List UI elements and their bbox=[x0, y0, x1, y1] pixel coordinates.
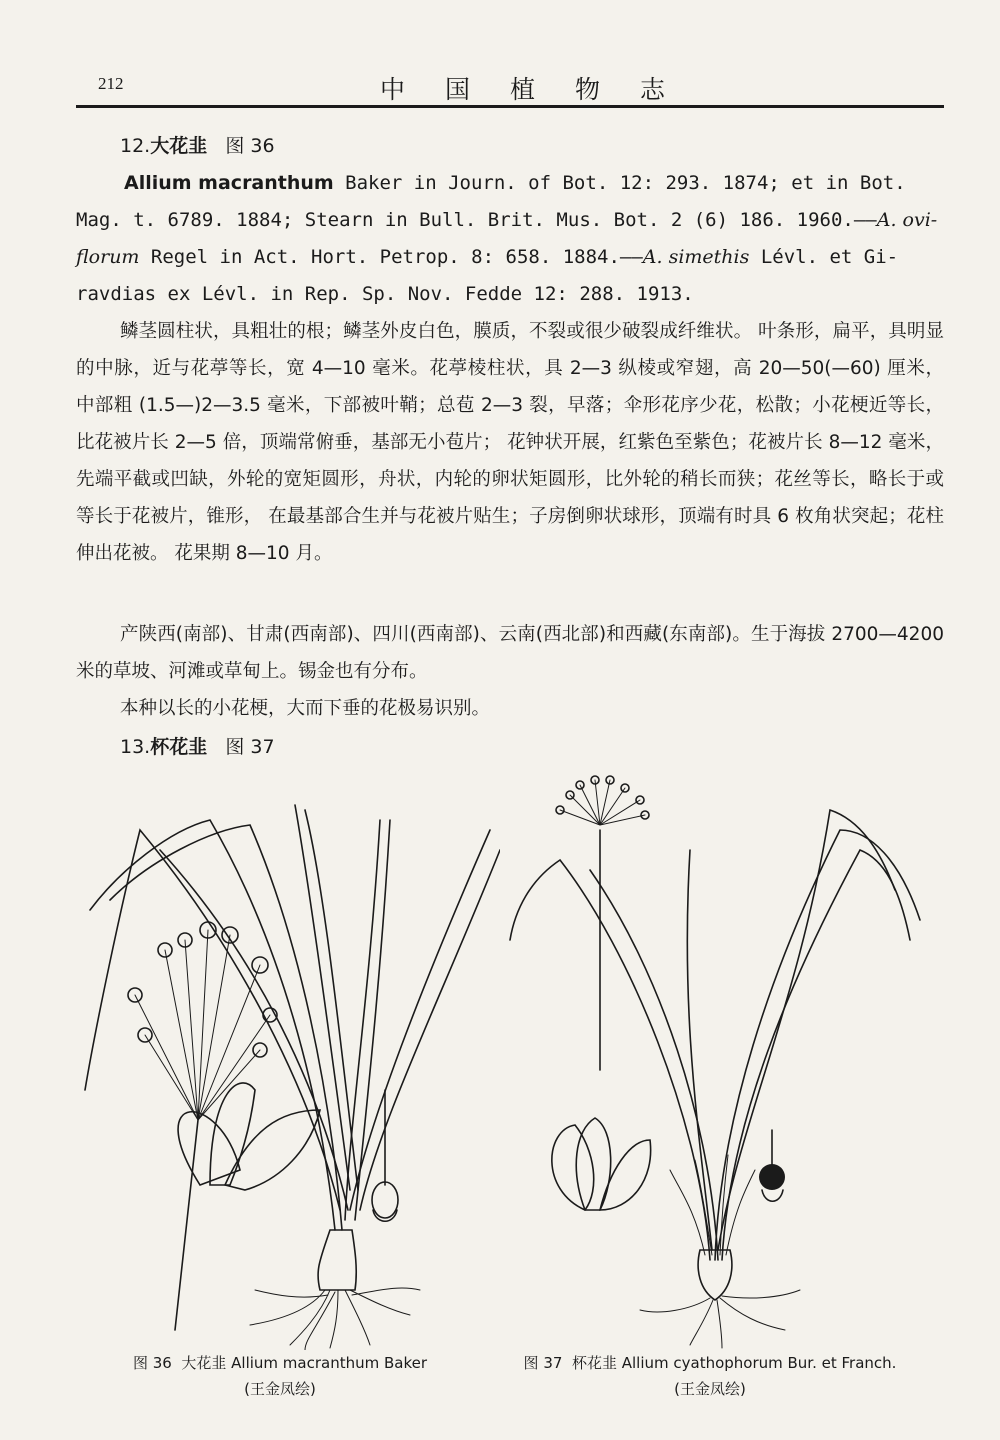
figure-37-illustrator: (王金凤绘) bbox=[674, 1380, 746, 1398]
species-12-note: 本种以长的小花梗，大而下垂的花极易识别。 bbox=[120, 698, 491, 719]
species-13-number: 13. bbox=[120, 736, 151, 758]
leaf bbox=[590, 870, 718, 1260]
species-13-name: 杯花韭 bbox=[150, 736, 208, 758]
synonym-florum-italic: florum bbox=[76, 246, 140, 268]
synonymy-line-1 bbox=[76, 165, 944, 202]
synonym-simethis-italic: A. simethis bbox=[642, 246, 750, 268]
species-12-synonymy bbox=[76, 165, 944, 313]
figure-37-illustration bbox=[500, 770, 940, 1350]
figure-37-caption-text: 杯花韭 Allium cyathophorum Bur. et Franch. bbox=[571, 1354, 897, 1372]
figure-36-illustrator: (王金凤绘) bbox=[244, 1380, 316, 1398]
synonym-ovi-italic: A. ovi- bbox=[876, 209, 938, 231]
species-12-description: 鳞茎圆柱状，具粗壮的根；鳞茎外皮白色，膜质，不裂或很少破裂成纤维状。 叶条形，扁平，具明显的中脉，近与花葶等长，宽 4—10 毫米。花葶棱柱状，具 2—3 纵棱或窄翅，高 20—50(—60) 厘米， 中部粗 (1.5—)2—3.5 毫米，下部被叶鞘；总苞 2—3 裂，早落；伞形花序少花，松散；小花梗近等长，比花被片长 2—5 倍，顶端常俯垂，基部无小苞片； 花钟状开展，红紫色至紫色；花被片长 8—12 毫米，先端平截或凹缺，外轮的宽矩圆形，舟状，内轮的卵状矩圆形，比外轮的稍长而狭；花丝等长，略长于或等长于花被片，锥形， 在最基部合生并与花被片贴生；子房倒卵状球形，顶端有时具 6 枚角状突起；花柱伸出花被。 花果期 8—10 月。 bbox=[76, 321, 944, 564]
leaf bbox=[90, 820, 335, 1230]
roots bbox=[250, 1288, 420, 1350]
species-12-name: 大花韭 bbox=[150, 135, 208, 157]
leaf bbox=[718, 810, 895, 1250]
species-12-heading bbox=[120, 131, 275, 161]
species-12-distribution: 产陕西(南部)、甘肃(西南部)、四川(西南部)、云南(西北部)和西藏(东南部)。生于海拔 2700—4200 米的草坡、河滩或草甸上。锡金也有分布。 bbox=[76, 624, 944, 682]
bulb bbox=[318, 1230, 356, 1290]
scape bbox=[175, 1120, 198, 1330]
roots bbox=[640, 1290, 800, 1348]
synonymy-line-1-rest: Baker in Journ. of Bot. 12: 293. 1874; et in Bot. bbox=[333, 172, 906, 194]
figure-36-label: 图 36 bbox=[132, 1354, 172, 1372]
figure-36-caption bbox=[105, 1350, 455, 1402]
synonymy-line-4: ravdias ex Lévl. in Rep. Sp. Nov. Fedde 12: 288. 1913. bbox=[76, 283, 694, 305]
species-12-figure-ref: 图 36 bbox=[225, 135, 275, 157]
running-title: 中国植物志 bbox=[380, 75, 706, 104]
figure-37-caption bbox=[490, 1350, 930, 1402]
leaf bbox=[295, 805, 350, 1190]
species-13-figure-ref: 图 37 bbox=[225, 736, 275, 758]
synonymy-line-2-text: Mag. t. 6789. 1884; Stearn in Bull. Brit. Mus. Bot. 2 (6) 186. 1960.—— bbox=[76, 209, 877, 231]
header-rule bbox=[76, 105, 944, 108]
leaf bbox=[350, 830, 490, 1210]
leaf bbox=[687, 850, 712, 1250]
leaf bbox=[360, 850, 500, 1210]
species-12-number: 12. bbox=[120, 135, 151, 157]
figure-36-caption-text: 大花韭 Allium macranthum Baker bbox=[181, 1354, 428, 1372]
leaf bbox=[160, 850, 348, 1210]
page-number: 212 bbox=[98, 74, 124, 93]
figure-37-label: 图 37 bbox=[523, 1354, 563, 1372]
synonymy-line-3 bbox=[76, 239, 944, 276]
ovary-detail bbox=[759, 1130, 785, 1201]
flower-detail bbox=[552, 1118, 651, 1210]
synonymy-line-3-post: Lévl. et Gi- bbox=[749, 246, 899, 268]
synonymy-line-3-mid: Regel in Act. Hort. Petrop. 8: 658. 1884.—— bbox=[139, 246, 643, 268]
leaf bbox=[715, 830, 920, 1260]
species-12-binomial: Allium macranthum bbox=[124, 172, 334, 194]
figure-36-illustration bbox=[80, 790, 500, 1350]
species-13-heading bbox=[120, 732, 275, 762]
synonymy-line-2 bbox=[76, 202, 944, 239]
